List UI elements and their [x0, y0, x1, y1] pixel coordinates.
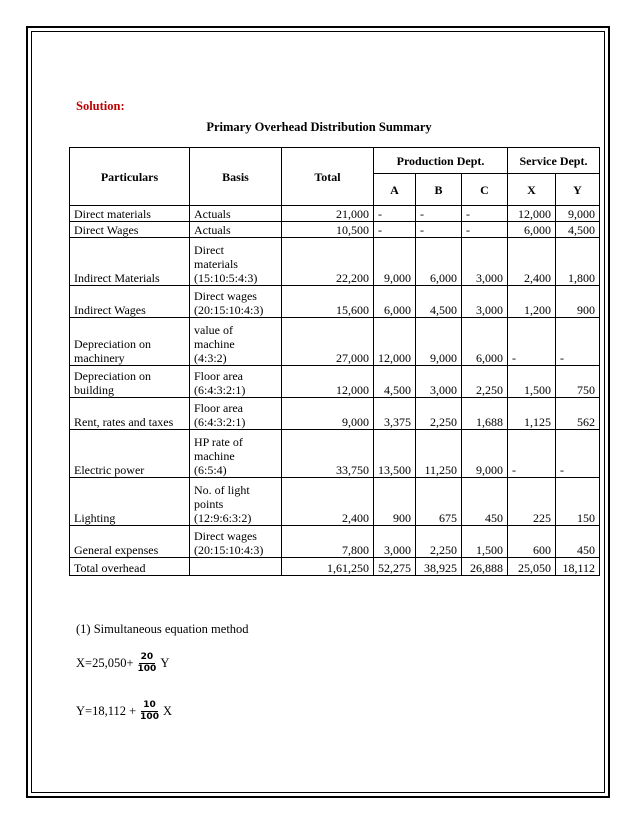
cell-y: 150: [556, 478, 600, 526]
cell-b: 2,250: [416, 398, 462, 430]
cell-basis: [190, 430, 282, 478]
cell-basis-line: materials: [194, 257, 238, 271]
header-total: Total: [282, 148, 374, 206]
cell-total: 12,000: [282, 366, 374, 398]
cell-total: 33,750: [282, 430, 374, 478]
header-y: Y: [556, 174, 600, 206]
cell-basis-line: (20:15:10:4:3): [194, 303, 264, 317]
table-row: [70, 222, 600, 238]
cell-basis-line: (4:3:2): [194, 351, 227, 365]
cell-y: 1,800: [556, 238, 600, 286]
table-row: [70, 366, 600, 398]
cell-total: 22,200: [282, 238, 374, 286]
equation-y: [76, 700, 172, 723]
header-service-dept: Service Dept.: [508, 148, 600, 174]
cell-basis-line: Actuals: [194, 223, 231, 237]
cell-y: 4,500: [556, 222, 600, 238]
cell-y: 450: [556, 526, 600, 558]
cell-c: -: [462, 222, 508, 238]
table-row: [70, 286, 600, 318]
cell-a: 13,500: [374, 430, 416, 478]
cell-x: -: [508, 430, 556, 478]
cell-x: 25,050: [508, 558, 556, 576]
cell-c: 9,000: [462, 430, 508, 478]
cell-b: 6,000: [416, 238, 462, 286]
cell-c: 450: [462, 478, 508, 526]
equation-y-rhs: X: [162, 704, 172, 718]
cell-y: 900: [556, 286, 600, 318]
cell-particular: Lighting: [70, 478, 190, 526]
cell-a: 4,500: [374, 366, 416, 398]
header-production-dept: Production Dept.: [374, 148, 508, 174]
cell-x: 2,400: [508, 238, 556, 286]
cell-total: 27,000: [282, 318, 374, 366]
cell-basis: [190, 478, 282, 526]
cell-basis-line: Direct wages: [194, 529, 257, 543]
cell-basis: [190, 318, 282, 366]
equation-x-numerator: 20: [140, 652, 154, 662]
equation-y-lhs: Y=18,112 +: [76, 704, 137, 718]
cell-x: 6,000: [508, 222, 556, 238]
cell-a: 3,000: [374, 526, 416, 558]
header-b: B: [416, 174, 462, 206]
cell-a: 52,275: [374, 558, 416, 576]
cell-c: 1,688: [462, 398, 508, 430]
cell-x: 1,500: [508, 366, 556, 398]
cell-particular: Direct materials: [70, 206, 190, 222]
cell-basis-line: (6:4:3:2:1): [194, 383, 246, 397]
cell-total: 10,500: [282, 222, 374, 238]
cell-c: 6,000: [462, 318, 508, 366]
cell-basis-line: value of: [194, 323, 233, 337]
cell-basis-line: Direct wages: [194, 289, 257, 303]
cell-a: 12,000: [374, 318, 416, 366]
cell-basis: [190, 398, 282, 430]
cell-basis-line: Floor area: [194, 369, 243, 383]
table-row: [70, 238, 600, 286]
table-body: [70, 206, 600, 576]
cell-c: 2,250: [462, 366, 508, 398]
method-title: (1) Simultaneous equation method: [76, 622, 249, 636]
cell-y: -: [556, 430, 600, 478]
cell-basis-line: machine: [194, 337, 235, 351]
cell-basis: [190, 286, 282, 318]
cell-particular: Total overhead: [70, 558, 190, 576]
cell-a: 3,375: [374, 398, 416, 430]
cell-b: -: [416, 206, 462, 222]
table-row: [70, 526, 600, 558]
cell-basis: [190, 366, 282, 398]
table-row: [70, 206, 600, 222]
cell-y: 562: [556, 398, 600, 430]
cell-b: -: [416, 222, 462, 238]
cell-basis: [190, 526, 282, 558]
cell-x: 225: [508, 478, 556, 526]
cell-total: 7,800: [282, 526, 374, 558]
cell-a: -: [374, 206, 416, 222]
equation-x: [76, 652, 169, 675]
table-title: Primary Overhead Distribution Summary: [206, 120, 432, 134]
cell-total: 15,600: [282, 286, 374, 318]
cell-x: 1,200: [508, 286, 556, 318]
cell-b: 2,250: [416, 526, 462, 558]
cell-basis-line: Actuals: [194, 207, 231, 221]
cell-basis: [190, 206, 282, 222]
overhead-distribution-table: [69, 147, 600, 576]
cell-b: 11,250: [416, 430, 462, 478]
cell-total: 9,000: [282, 398, 374, 430]
equation-x-fraction: [136, 652, 159, 675]
cell-b: 38,925: [416, 558, 462, 576]
cell-x: 600: [508, 526, 556, 558]
header-particulars: Particulars: [70, 148, 190, 206]
equation-y-denominator: 100: [140, 712, 159, 722]
cell-basis-line: Floor area: [194, 401, 243, 415]
equation-y-numerator: 10: [143, 700, 156, 710]
cell-a: 6,000: [374, 286, 416, 318]
cell-basis-line: HP rate of: [194, 435, 243, 449]
cell-a: -: [374, 222, 416, 238]
cell-basis-line: points: [194, 497, 224, 511]
equation-x-rhs: Y: [160, 656, 170, 670]
cell-total: 21,000: [282, 206, 374, 222]
cell-particular: Depreciation on building: [70, 366, 190, 398]
table-row: [70, 478, 600, 526]
cell-x: 1,125: [508, 398, 556, 430]
table-row: [70, 318, 600, 366]
cell-b: 4,500: [416, 286, 462, 318]
cell-b: 9,000: [416, 318, 462, 366]
cell-particular: Rent, rates and taxes: [70, 398, 190, 430]
equation-x-denominator: 100: [137, 664, 157, 674]
cell-y: -: [556, 318, 600, 366]
cell-y: 9,000: [556, 206, 600, 222]
cell-total: 2,400: [282, 478, 374, 526]
cell-basis-line: (15:10:5:4:3): [194, 271, 258, 285]
cell-basis-line: machine: [194, 449, 235, 463]
solution-heading: Solution:: [76, 99, 125, 113]
header-c: C: [462, 174, 508, 206]
table-row: [70, 558, 600, 576]
cell-basis: [190, 558, 282, 576]
cell-particular: General expenses: [70, 526, 190, 558]
cell-basis-line: (6:5:4): [194, 463, 227, 477]
header-x: X: [508, 174, 556, 206]
cell-particular: Electric power: [70, 430, 190, 478]
cell-x: -: [508, 318, 556, 366]
cell-particular: Depreciation on machinery: [70, 318, 190, 366]
cell-y: 18,112: [556, 558, 600, 576]
cell-particular: Indirect Wages: [70, 286, 190, 318]
cell-basis: [190, 222, 282, 238]
cell-a: 9,000: [374, 238, 416, 286]
cell-basis-line: (6:4:3:2:1): [194, 415, 246, 429]
cell-c: -: [462, 206, 508, 222]
cell-x: 12,000: [508, 206, 556, 222]
cell-c: 1,500: [462, 526, 508, 558]
cell-b: 3,000: [416, 366, 462, 398]
cell-c: 3,000: [462, 238, 508, 286]
cell-basis-line: (12:9:6:3:2): [194, 511, 252, 525]
cell-total: 1,61,250: [282, 558, 374, 576]
table-row: [70, 430, 600, 478]
cell-y: 750: [556, 366, 600, 398]
cell-basis-line: Direct: [194, 243, 224, 257]
cell-c: 26,888: [462, 558, 508, 576]
table-row: [70, 398, 600, 430]
cell-c: 3,000: [462, 286, 508, 318]
header-a: A: [374, 174, 416, 206]
cell-particular: Direct Wages: [70, 222, 190, 238]
cell-particular: Indirect Materials: [70, 238, 190, 286]
equation-y-fraction: [138, 700, 161, 723]
equation-x-lhs: X=25,050+: [76, 656, 134, 670]
cell-basis-line: (20:15:10:4:3): [194, 543, 264, 557]
cell-a: 900: [374, 478, 416, 526]
cell-b: 675: [416, 478, 462, 526]
cell-basis-line: No. of light: [194, 483, 250, 497]
cell-basis: [190, 238, 282, 286]
header-basis: Basis: [190, 148, 282, 206]
